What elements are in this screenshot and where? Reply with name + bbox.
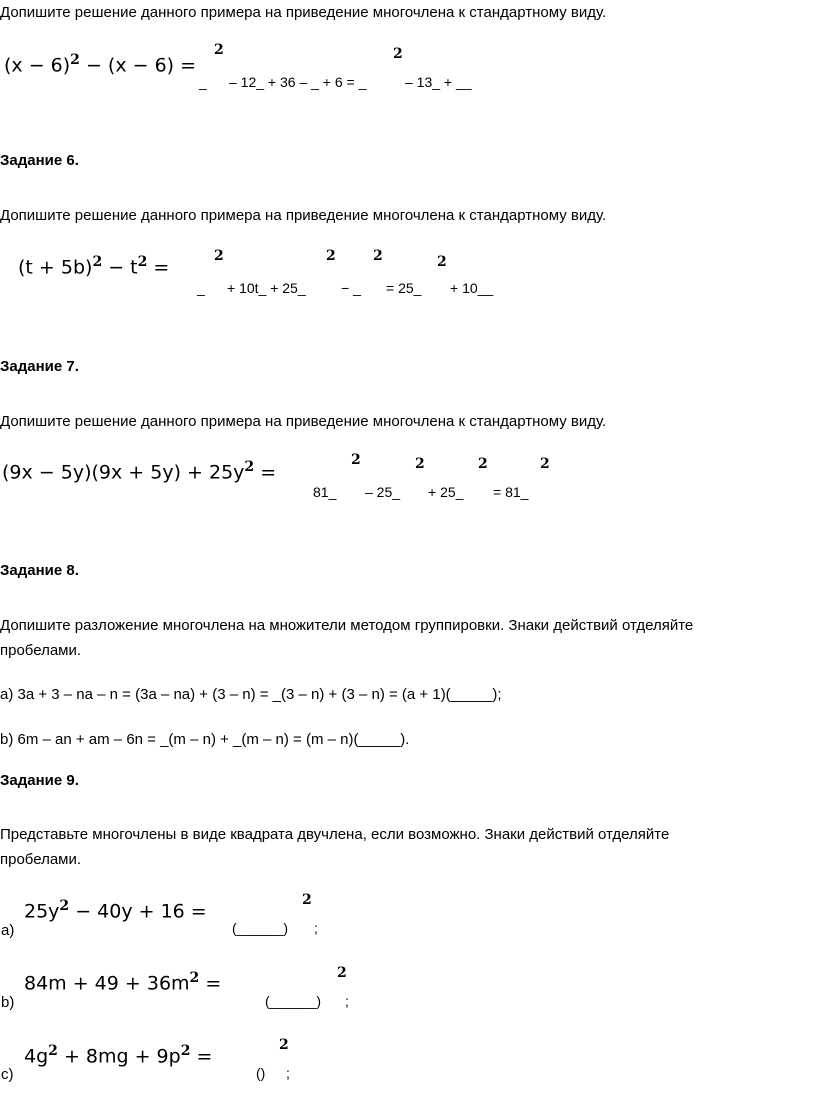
task8-heading: Задание 8. [0, 562, 79, 579]
task9b-expr-exp: 2 [189, 970, 200, 986]
task6-expr-right: = [147, 256, 170, 279]
instruction-task8-line2: пробелами. [0, 642, 82, 659]
task6-exp-2: 2 [326, 248, 336, 264]
task9c-expression [24, 1043, 212, 1067]
task9b-expr-rest: = [199, 972, 222, 995]
task9a-expr-exp: 2 [59, 898, 70, 914]
task7-fill-c: + 25_ [428, 484, 464, 500]
task6-fill-b: + 10t_ + 25_ [227, 280, 306, 296]
task9a-expr-rest: − 40y + 16 = [69, 900, 207, 923]
task6-heading: Задание 6. [0, 152, 79, 169]
task7-expression [2, 459, 276, 483]
task5-expr-exp: 2 [70, 52, 80, 68]
instruction-task6: Допишите решение данного примера на приведение многочлена к стандартному виду. [0, 207, 607, 224]
task7-expr-right: = [254, 461, 277, 484]
task6-expr-mid: − t [102, 256, 138, 279]
task5-fill-c: – 13_ + __ [405, 74, 472, 90]
task9c-expr: 4g [24, 1045, 49, 1068]
task7-exp-2: 2 [415, 456, 425, 472]
task6-expr-left: (t + 5b) [18, 256, 93, 279]
task9c-expr-exp1: 2 [48, 1043, 58, 1059]
task9c-expr-mid: + 8mg + 9p [57, 1045, 181, 1068]
task9b-expression [24, 970, 221, 994]
task9c-end: ; [286, 1065, 290, 1081]
task6-fill-c: − _ [341, 280, 361, 296]
task8-item-b: b) 6m – an + am – 6n = _(m – n) + _(m – n) = (m – n)(_____). [0, 731, 410, 748]
task9c-expr-exp2: 2 [180, 1043, 191, 1059]
task9a-expression [24, 898, 207, 922]
task7-heading: Задание 7. [0, 358, 79, 375]
task6-fill-d: = 25_ [386, 280, 422, 296]
instruction-task9-line1: Представьте многочлены в виде квадрата двучлена, если возможно. Знаки действий отделяйте [0, 826, 670, 843]
task9c-exp: 2 [279, 1037, 289, 1053]
instruction-task5: Допишите решение данного примера на приведение многочлена к стандартному виду. [0, 4, 607, 21]
task9-heading: Задание 9. [0, 772, 79, 789]
task6-expr-exp2: 2 [137, 254, 148, 270]
task5-exp-2: 2 [393, 46, 403, 62]
task6-exp-3: 2 [373, 248, 383, 264]
task9b-label: b) [1, 994, 15, 1011]
task5-expr-left: (x − 6) [4, 54, 71, 77]
task9a-label: a) [1, 922, 15, 939]
task6-fill-e: + 10__ [450, 280, 494, 296]
task9a-answer: (______) [232, 920, 289, 936]
task9b-answer: (______) [265, 993, 322, 1009]
task9a-expr: 25y [24, 900, 60, 923]
task7-exp-3: 2 [478, 456, 488, 472]
task5-expression [4, 52, 196, 76]
task5-fill-a: _ [199, 74, 207, 90]
instruction-task9-line2: пробелами. [0, 851, 82, 868]
task7-exp-1: 2 [351, 452, 361, 468]
task5-exp-1: 2 [214, 42, 224, 58]
task7-fill-a: 81_ [313, 484, 337, 500]
task8-item-a: a) 3a + 3 – na – n = (3a – na) + (3 – n) = _(3 – n) + (3 – n) = (a + 1)(_____); [0, 686, 502, 703]
task6-exp-1: 2 [214, 248, 224, 264]
task6-exp-4: 2 [437, 254, 447, 270]
task9c-label: c) [1, 1066, 14, 1083]
instruction-task7: Допишите решение данного примера на приведение многочлена к стандартному виду. [0, 413, 607, 430]
task6-expr-exp1: 2 [92, 254, 103, 270]
task6-expression [18, 254, 169, 278]
task7-exp-4: 2 [540, 456, 550, 472]
task6-fill-a: _ [197, 280, 205, 296]
task7-fill-b: – 25_ [365, 484, 401, 500]
task9b-end: ; [345, 993, 349, 1009]
task9b-exp: 2 [337, 965, 347, 981]
task9c-answer: () [256, 1065, 266, 1081]
task9c-expr-rest: = [190, 1045, 213, 1068]
task7-expr-exp: 2 [244, 459, 255, 475]
task9a-end: ; [314, 920, 318, 936]
task7-fill-d: = 81_ [493, 484, 529, 500]
task5-expr-right: − (x − 6) = [79, 54, 197, 77]
task5-fill-b: – 12_ + 36 – _ + 6 = _ [229, 74, 367, 90]
task7-expr-left: (9x − 5y)(9x + 5y) + 25y [2, 461, 245, 484]
task9b-expr: 84m + 49 + 36m [24, 972, 190, 995]
instruction-task8-line1: Допишите разложение многочлена на множители методом группировки. Знаки действий отделяйте [0, 617, 694, 634]
task9a-exp: 2 [302, 892, 312, 908]
